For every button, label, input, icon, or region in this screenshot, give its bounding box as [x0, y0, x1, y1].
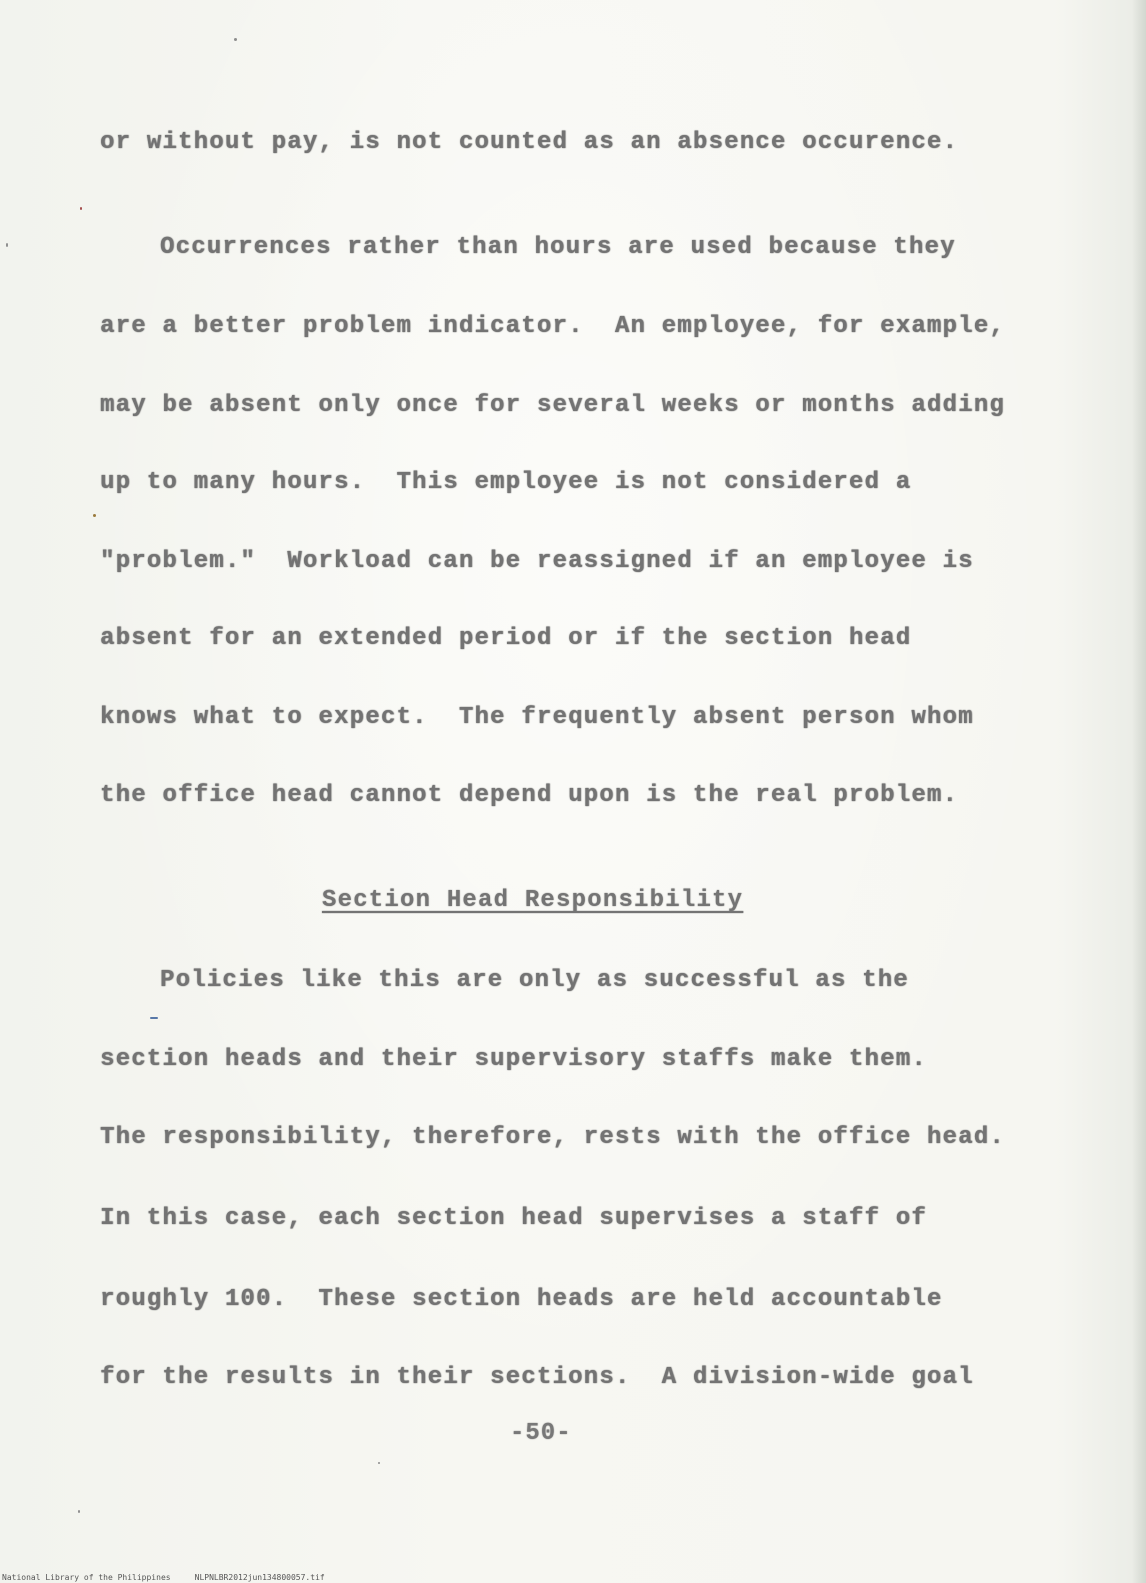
body-line-14: roughly 100. These section heads are held accountable	[100, 1286, 943, 1313]
body-line-2: Occurrences rather than hours are used because they	[160, 234, 956, 261]
paper-speck	[78, 1510, 80, 1513]
body-line-15: for the results in their sections. A division-wide goal	[100, 1364, 974, 1391]
paper-speck	[6, 243, 8, 247]
body-line-7: absent for an extended period or if the section head	[100, 625, 912, 652]
paper-speck	[93, 514, 96, 517]
paper-speck	[150, 1017, 158, 1019]
paper-speck	[80, 207, 82, 210]
body-line-4: may be absent only once for several weeks or months adding	[100, 392, 1005, 419]
scan-footer-label: National Library of the Philippines NLPNLBR2012jun134800057.tif	[2, 1573, 325, 1582]
body-line-8: knows what to expect. The frequently absent person whom	[100, 704, 974, 731]
page-edge-shadow	[1132, 0, 1146, 1583]
body-line-13: In this case, each section head supervises a staff of	[100, 1205, 927, 1232]
page-number: -50-	[510, 1420, 572, 1447]
body-line-5: up to many hours. This employee is not considered a	[100, 469, 912, 496]
body-line-12: The responsibility, therefore, rests with the office head.	[100, 1124, 1005, 1151]
body-line-9: the office head cannot depend upon is the real problem.	[100, 782, 959, 809]
paper-speck	[378, 1462, 380, 1464]
body-line-10: Policies like this are only as successful as the	[160, 967, 909, 994]
body-line-3: are a better problem indicator. An employee, for example,	[100, 313, 1005, 340]
section-heading: Section Head Responsibility	[322, 887, 744, 914]
body-line-6: "problem." Workload can be reassigned if an employee is	[100, 548, 974, 575]
body-line-11: section heads and their supervisory staffs make them.	[100, 1046, 927, 1073]
body-line-1: or without pay, is not counted as an absence occurence.	[100, 129, 959, 156]
paper-speck	[234, 38, 237, 41]
